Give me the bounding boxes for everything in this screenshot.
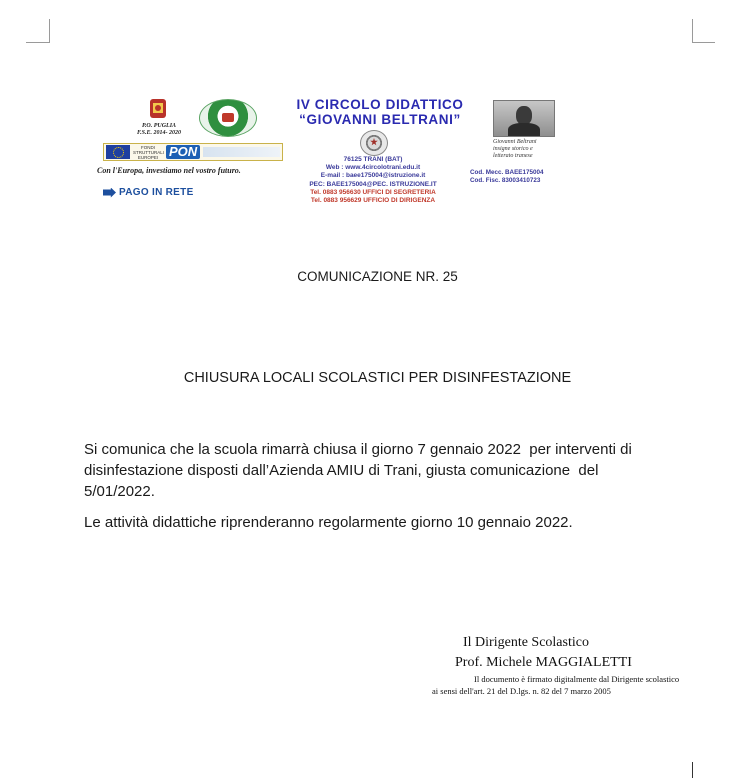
letterhead: [95, 93, 565, 213]
school-codes: [470, 169, 544, 185]
signatory-name: Prof. Michele MAGGIALETTI: [455, 655, 632, 670]
pago-in-rete-logo: [103, 187, 194, 198]
crop-mark-top-left: [26, 19, 50, 43]
puglia-emblem-icon: [147, 98, 169, 120]
ministry-banner: [203, 147, 280, 157]
eu-funding-banner: [103, 143, 283, 161]
body-line: disinfestazione disposti dall’Azienda AMIU di Trani, giusta comunicazione del: [84, 462, 599, 479]
italian-republic-emblem-icon: [360, 130, 388, 156]
web-address: Web : www.4circolotrani.edu.it: [325, 164, 421, 172]
digital-signature-note: Il documento è firmato digitalmente dal Dirigente scolastico: [474, 674, 680, 684]
communication-number: COMUNICAZIONE NR. 25: [297, 269, 458, 284]
cod-mecc: Cod. Mecc. BAEE175004: [470, 169, 544, 176]
contact-block: [273, 156, 473, 205]
cod-fisc: Cod. Fisc. 83003410723: [470, 177, 541, 184]
beltrani-portrait: [493, 100, 555, 137]
portrait-caption-line: letterato tranese: [493, 153, 533, 159]
legal-reference-note: ai sensi dell'art. 21 del D.lgs. n. 82 del 7 marzo 2005: [432, 686, 611, 696]
portrait-caption: [493, 139, 563, 160]
communication-subject: CHIUSURA LOCALI SCOLASTICI PER DISINFESTAZIONE: [183, 370, 572, 386]
body-line: Si comunica che la scuola rimarrà chiusa il giorno 7 gennaio 2022 per interventi di: [84, 441, 632, 458]
pago-arrow-icon: [103, 188, 116, 198]
tel-dirigenza: Tel. 0883 956629 UFFICIO DI DIRIGENZA: [310, 197, 436, 205]
fondi-label: FONDI STRUTTURALI EUROPEI: [133, 144, 165, 160]
school-title: [265, 97, 495, 127]
school-title-line1: IV CIRCOLO DIDATTICO: [296, 97, 464, 112]
pec-address: PEC: BAEE175004@PEC. ISTRUZIONE.IT: [309, 180, 437, 188]
school-title-line2: “GIOVANNI BELTRANI”: [299, 112, 461, 127]
school-logo-icon: [199, 99, 257, 137]
puglia-line: F.S.E. 2014- 2020: [136, 130, 182, 136]
pago-label: PAGO IN RETE: [119, 187, 194, 198]
body-paragraph-1: [84, 439, 674, 502]
body-paragraph-2: Le attività didattiche riprenderanno regolarmente giorno 10 gennaio 2022.: [84, 514, 573, 531]
puglia-line: P.O. PUGLIA: [141, 123, 177, 129]
address: 76125 TRANI (BAT): [343, 156, 403, 163]
crop-mark-bottom: [692, 762, 694, 778]
puglia-label: [129, 123, 189, 137]
eu-motto: Con l'Europa, investiamo nel vostro futuro.: [97, 166, 241, 175]
pon-logo: PON: [166, 145, 200, 159]
tel-segreteria: Tel. 0883 956630 UFFICI DI SEGRETERIA: [310, 188, 436, 196]
body-line: 5/01/2022.: [84, 483, 155, 500]
signatory-role: Il Dirigente Scolastico: [463, 635, 589, 650]
email-address: E-mail : baee175004@istruzione.it: [320, 172, 426, 180]
crop-mark-top-right: [692, 19, 715, 43]
portrait-caption-line: Giovanni Beltrani: [493, 139, 537, 145]
portrait-caption-line: insigne storico e: [493, 146, 533, 152]
eu-flag-icon: [106, 145, 130, 159]
